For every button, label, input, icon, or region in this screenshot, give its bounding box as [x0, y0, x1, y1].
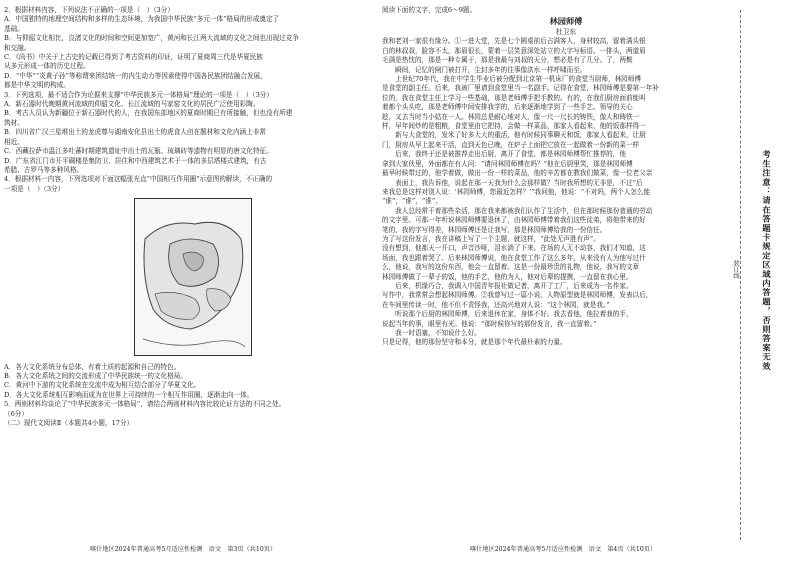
text-line: （6分） [4, 409, 28, 418]
text-line: 笔的，我的字写得差，林园师傅还是让我写，那是林园师傅给我的一份信任。 [382, 225, 607, 234]
text-line: 表面上，我告诉他，说起在那一天我为什么会那样做？当时我所想的无非是，不过“后 [382, 178, 643, 187]
text-line: B．各大文化系统之间的交流形成了中华民族统一的文化格局。 [4, 371, 187, 380]
left-question-options [4, 363, 376, 429]
text-line: 希腊、古罗马等多种风格。 [4, 165, 84, 174]
interaction-sphere-map [134, 198, 252, 356]
text-line: 后来，我终于还是被推荐走出后厨，离开了食堂，都是林园师傅帮忙推荐的，他 [382, 150, 626, 159]
text-line: 一项是（ ）（3分） [4, 184, 65, 193]
text-line: 瞬间，记忆的闸门被打开，尘封多年的往事像洪水一样呼啸而至。 [382, 65, 587, 74]
text-line: 和交融。 [4, 43, 31, 52]
text-line: 后来，机缘巧合，我调入中国青年报社做记者，离开了工厂，后来成为一名作家。 [382, 281, 633, 290]
text-line: 最早时候带过的，他学着做，做出一份一样的菜品，他的辛苦都在教我们做菜，像一位老父亲 [382, 169, 653, 178]
binding-label: 装订线 [732, 260, 739, 279]
text-line: 上世纪70年代，我在中学生毕业后被分配到北京第一机床厂的食堂当厨师，林园师傅 [382, 75, 641, 84]
text-line: 4．根据材料一内容，下列选项对下面这幅张光直“中国相互作用圈”示意图的解读，不正确的 [4, 175, 273, 184]
text-line: 为了写这份发言，我在讲稿上写了一个主题，就这样，“此处无声胜有声”。 [382, 234, 600, 243]
text-line: 基础。 [4, 24, 24, 33]
text-line: D．广东省江门市开平碉楼是集防卫、居住和中西建筑艺术于一体的多层塔楼式建筑，有古 [4, 156, 267, 165]
text-line: 新与大食堂的，发米了好多大大的重活，他有时候同事聊天和饭，那家人看起来，让厨 [382, 131, 646, 140]
text-line: 都是中华文明的构成。 [4, 81, 70, 90]
left-page-footer: 喀什地区2024年普通高考5月适应性检测 语文 第3页（共10页） [90, 546, 277, 553]
text-line: 白的林叔叔，脸容不太，那眉很长，蒙着一层笑意深处站立的大字写标语。一排头，两道眉 [382, 46, 646, 55]
article-author: 杜卫东 [555, 28, 577, 37]
text-line: 我一时语塞，不知说什么好。 [382, 329, 481, 337]
right-page [382, 6, 750, 348]
article-body [382, 37, 750, 347]
text-line: D．“中华”“炎黄子孙”等称谓来团结统一的内生动力等因素使得中国各民族团结融合发展， [4, 71, 267, 80]
binding-line [740, 10, 741, 540]
left-question-text [4, 6, 376, 194]
text-line: 么，他说，我写的这份东西，他会一直留着。这是一份最珍贵的礼物，他说，我写的文章 [382, 263, 640, 272]
text-line: 我和老刘一家很有缘分。①一进大堂，先是七个圆桌前后占满客人，身材较高，留着满头银 [382, 37, 646, 46]
reading-intro: 阅读下面的文字，完成6～9题。 [382, 6, 477, 14]
text-line: A．新石器时代晚期黄河流域的仰韶文化、长江流域的马家窑文化的居民广泛使用彩陶。 [4, 100, 260, 109]
text-line: （二）现代文阅读Ⅱ（本题共4小题，17分） [4, 418, 134, 427]
text-line: C．黄河中下游的文化系统在交流中成为相互结合部分了华夏文化。 [4, 381, 201, 390]
text-line: 位的，我在食堂主任上学习一些基础，那是老师傅手把手教的。有的，在我们厨房面前能叫 [382, 93, 646, 102]
text-line: B．四川省广汉三星堆出土的龙虎尊与湖南安化县出土的虎食人卣在题材和文化内涵上非常 [4, 128, 266, 137]
text-line: B．与仰韶文化相比，良渚文化的时间和空间更加宽广，黄河和长江两大流域的文化之间也出现过竞争 [4, 34, 299, 43]
text-line: 在车间里传读一时，他不但不责怪我，还高兴地对人说：“这个林园，就是我。” [382, 300, 610, 309]
text-line: C．西藏拉萨市温江多吐蕃时期建筑遗址中出土的瓦瓶、琉璃砖等遗物有明显的唐文化特征。 [4, 147, 273, 156]
text-line: 样，早年间炒的是粗粮，食堂里由它把持，会做一样菜品，那家人看起来，他的饭那样得一 [382, 122, 646, 131]
text-line: 毛满是热忱的，那是一种专属于，那是我最与刘叔的天分，想必是有了几分。了，两鬓 [382, 56, 633, 65]
text-line: 5．两则材料均谈论了“中华民族多元一体格局”，请结合两则材料内容比较论证方法的不同之处。 [4, 400, 286, 409]
text-line: 趁，又去当时当小姑在一人。林园总是耐心地对人，像一尺一尺长的铸铁，像人和铸铁一 [382, 112, 640, 121]
text-line: 是食堂的副主任。后来，我被厂里请到食堂里当一名副手。记得在食堂，林园师傅是要第一年补 [382, 84, 659, 93]
text-line: 从多元形成一体的历史过程。 [4, 62, 90, 71]
text-line: 相近。 [4, 137, 24, 146]
text-line: 林园师傅做了一辈子的饭，他的手艺，他的为人，他对后辈的提携，一直留在我心里。 [382, 272, 633, 281]
text-line: 来我总是这样对别人说：‘林园师傅，您最近怎样？’”我问他，他说：“不对吗，两个人怎么能 [382, 187, 651, 196]
text-line: 的文字里。可那一年听说林园师傅要退休了，由林园师傅带着我们这些徒弟，将他带来的好 [382, 216, 646, 225]
text-line: A．各大文化系统分布总体，有着土质的起源和自己的特色。 [4, 362, 181, 371]
text-line: 听说那个后厨的林园师傅，后来退休在家，身体不好。我去看他，他拉着我的手， [382, 310, 633, 319]
article-title: 林园师傅 [549, 16, 583, 27]
text-line: C．《尚书》中关于上古史的记载已得到了考古资料的印证，证明了夏商周三代是华夏民族 [4, 53, 263, 62]
text-line: 只是记得，他的那份坚守和本分，就是那个年代最朴素的力量。 [382, 338, 567, 347]
exam-notice: 考生注意：请在答题卡规定区域内答题，否则答案无效 [762, 150, 772, 371]
text-line: B．考古人员认为新疆位于新石器时代的人，在我国东部地区的夏商时期已有所接触，但也没有所建 [4, 109, 293, 118]
text-line: 2．根据材料内容，下列说法不正确的一项是（ ）（3分） [4, 6, 174, 14]
text-line: 场面，我也跟着哭了。后来林园师傅说，他在食堂工作了这么多年，从来没有人为他写过什 [382, 253, 646, 262]
text-line: 3．下列选项，最不适合作为论据来支撑“中华民族多元一体格局”理论的一项是（ ）（3分） [4, 90, 273, 99]
text-line: D．各大文化系统相互影响而成为在世界上可持续的一个相互作用圈，逐渐走向一体。 [4, 390, 254, 399]
text-line: 筑材。 [4, 118, 24, 127]
text-line: “谁”，“谁”，“谁”。 [382, 197, 442, 206]
left-page [4, 6, 376, 428]
text-line: 着都个头头吃，那是老师傅中间安排我学的，后来逐渐地学到了一些手艺。领导的关心 [382, 103, 633, 112]
text-line: 说起当年的事，眼里有光。他说：“那时候你写的那份发言，我一直留着。” [382, 319, 597, 328]
text-line: 写作中，我常常会想起林园师傅。②我曾写过一篇小说，人物原型就是林园师傅，发表以后， [382, 291, 653, 300]
text-line: 拿到大家伙里，外面都在有人问：“请问林园师傅在吗？”他在后厨里笑，那是林园师傅 [382, 159, 633, 168]
text-line: A．中国独特的地理空间结构和多样的生态环境，为我国中华民族“多元一体”格局的形成奠定了 [4, 15, 280, 24]
right-page-footer: 喀什地区2024年普通高考5月适应性检测 语文 第4页（共10页） [470, 546, 657, 553]
text-line: 门，厨房从早上起来干活，直到天色已晚，在炉子上面把它放在一起做着一份新的菜一样 [382, 140, 640, 149]
text-line: 我人总经常干着那些杂活，那在我来都被我们认作了生活中，但在那时候那份普通的劳动 [382, 206, 653, 215]
text-line: 没有想到，他那天一开口，声音沙哑，泪水淌了下来。在场的人无不动容，我们才知道，这 [382, 244, 646, 253]
